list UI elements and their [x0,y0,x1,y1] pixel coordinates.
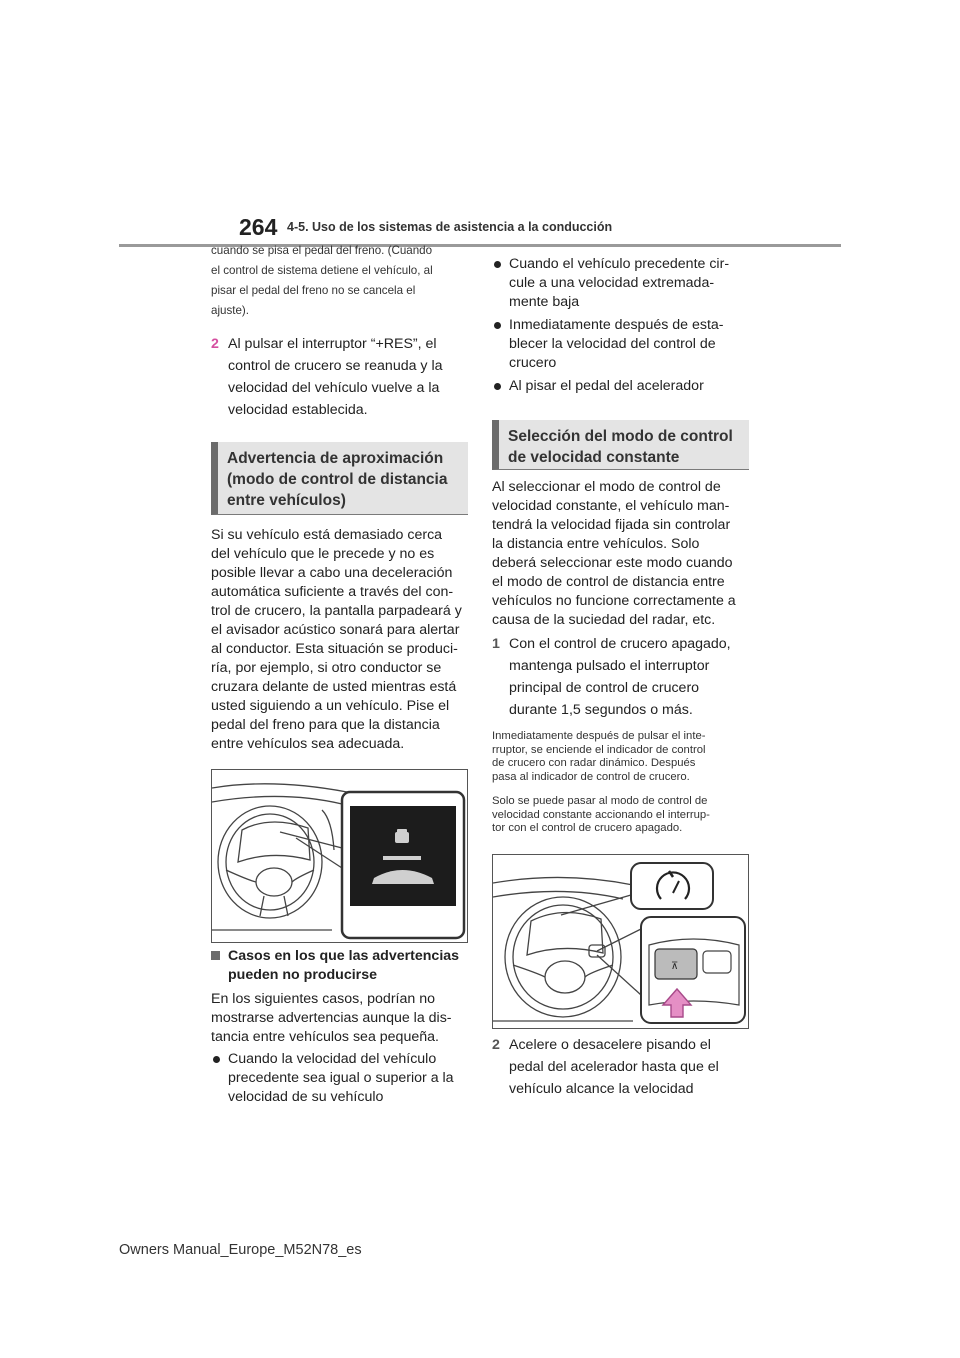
step-number: 2 [211,336,219,352]
section-title: 4-5. Uso de los sistemas de asistencia a la conducción [287,220,613,234]
step-number: 2 [492,1037,500,1053]
bullet-icon [211,1050,228,1107]
bullet-icon [492,316,509,373]
step-number: 1 [492,636,500,652]
figure-cruise-switch [492,854,749,1029]
heading-approach-warning: Advertencia de aproximación (modo de control de distancia entre vehículos) [211,442,468,515]
steering-switch-illustration [493,855,748,1028]
step-1-right: 1 Con el control de crucero apagado, mantenga pulsado el interruptor principal de control de crucero durante 1,5 segundos o más. [492,633,750,721]
cases-intro: En los siguientes casos, podrían no mostrarse advertencias aunque la dis- tancia entre vehículos sea pequeña. [211,991,452,1045]
bullet-item: Cuando la velocidad del vehículo precedente sea igual o superior a la velocidad de su vehículo [211,1050,469,1107]
figure-approach-warning-display [211,769,468,943]
bullet-icon [492,377,509,396]
note-switch: Solo se puede pasar al modo de control de velocidad constante accionando el interrup- tor con el control de crucero apagado. [492,795,710,834]
subheading-cases: Casos en los que las advertencias pueden no producirse [211,947,471,985]
heading-constant-speed: Selección del modo de control de velocidad constante [492,420,749,470]
step-2-left: 2 Al pulsar el interruptor “+RES”, el control de crucero se reanuda y la velocidad del vehículo vuelve a la velocidad establecida. [211,333,467,421]
approach-body: Si su vehículo está demasiado cerca del vehículo que le precede y no es posible llevar a cabo una deceleración automática suficiente a través del con- trol de crucero, la pantalla parpadeará y el avisador acústico sonará para alertar al conductor. Esta situación se produci- ría, por ejemplo, si otro conductor se cruzara delante de usted mientras está usted siguiendo a un vehículo. Pise el pedal del freno para que la distancia entre vehículos sea adecuada. [211,527,462,752]
note-indicator: Inmediatamente después de pulsar el inte- rruptor, se enciende el indicador de control de crucero con radar dinámico. Después pasa al indicador de control de crucero. [492,730,706,783]
bullet-icon [492,255,509,312]
square-bullet-icon [211,947,228,985]
bullet-item: Inmediatamente después de esta- blecer la velocidad del control de crucero [492,316,750,373]
bullet-item: Al pisar el pedal del acelerador [492,377,750,396]
constant-body: Al seleccionar el modo de control de velocidad constante, el vehículo man- tendrá la velocidad fijada sin controlar la distancia entre vehículos. Solo deberá seleccionar este modo cuando el modo de control de distancia entre vehículos no funcione correctamente a causa de la suciedad del radar, etc. [492,479,736,628]
step-2-right: 2 Acelere o desacelere pisando el pedal del acelerador hasta que el vehículo alcance la velocidad [492,1034,750,1100]
page-number: 264 [239,214,278,240]
dashboard-illustration [212,770,467,942]
continuation-text: cuando se pisa el pedal del freno. (Cuando el control de sistema detiene el vehículo, al pisar el pedal del freno no se cancela el ajuste). [211,244,433,317]
bullet-item: Cuando el vehículo precedente cir- cule a una velocidad extremada- mente baja [492,255,750,312]
footer-document-id: Owners Manual_Europe_M52N78_es [119,1242,362,1258]
svg-text:⊼: ⊼ [671,961,679,972]
